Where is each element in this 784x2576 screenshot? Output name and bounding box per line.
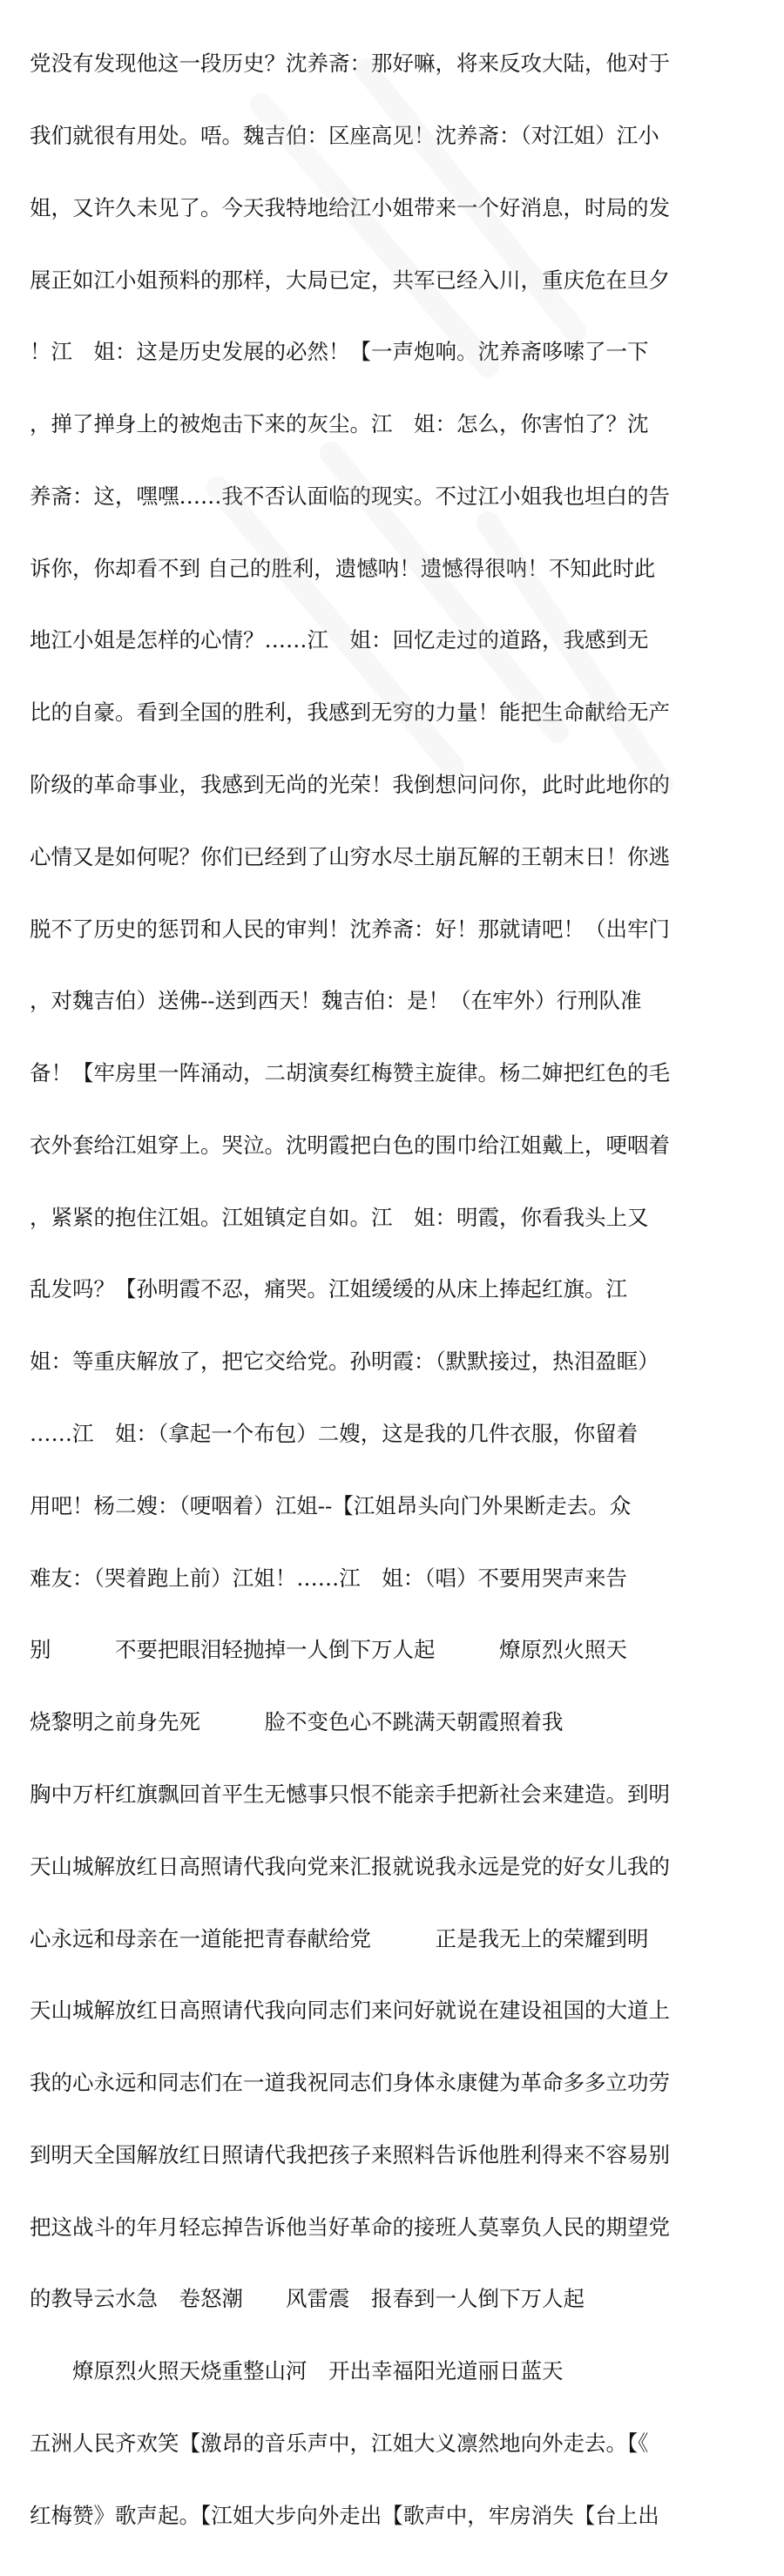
- text-line: 难友：（哭着跑上前）江姐！……江 姐：（唱）不要用哭声来告: [30, 1565, 627, 1591]
- text-line: 诉你，你却看不到 自己的胜利，遗憾呐！遗憾得很呐！不知此时此: [30, 555, 656, 581]
- text-line: 养斋：这，嘿嘿……我不否认面临的现实。不过江小姐我也坦白的告: [30, 483, 670, 509]
- text-line: 备！【牢房里一阵涌动，二胡演奏红梅赞主旋律。杨二婶把红色的毛: [30, 1060, 670, 1086]
- text-line: 用吧！杨二嫂：（哽咽着）江姐--【江姐昂头向门外果断走去。众: [30, 1492, 632, 1518]
- text-line: 到明天全国解放红日照请代我把孩子来照料告诉他胜利得来不容易别: [30, 2141, 670, 2167]
- text-line: 天山城解放红日高照请代我向党来汇报就说我永远是党的好女儿我的: [30, 1853, 670, 1879]
- text-line: 心永远和母亲在一道能把青春献给党 正是我无上的荣耀到明: [30, 1925, 649, 1951]
- text-line: ……江 姐：（拿起一个布包）二嫂，这是我的几件衣服，你留着: [30, 1421, 639, 1447]
- text-line: 比的自豪。看到全国的胜利，我感到无穷的力量！能把生命献给无产: [30, 700, 670, 726]
- text-line: 乱发吗？【孙明霞不忍，痛哭。江姐缓缓的从床上捧起红旗。江: [30, 1276, 627, 1302]
- text-line: 姐，又许久未见了。今天我特地给江小姐带来一个好消息，时局的发: [30, 194, 670, 220]
- text-line: 把这战斗的年月轻忘掉告诉他当好革命的接班人莫辜负人民的期望党: [30, 2214, 670, 2240]
- text-line: 燎原烈火照天烧重整山河 开出幸福阳光道丽日蓝天: [30, 2358, 564, 2384]
- script-text-body: [30, 3, 770, 2576]
- text-line: ！江 姐：这是历史发展的必然！【一声炮响。沈养斋哆嗦了一下: [30, 339, 649, 365]
- text-line: 别 不要把眼泪轻抛掉一人倒下万人起 燎原烈火照天: [30, 1637, 627, 1663]
- text-line: 地江小姐是怎样的心情？……江 姐：回忆走过的道路，我感到无: [30, 627, 649, 653]
- text-line: 脱不了历史的惩罚和人民的审判！沈养斋：好！那就请吧！（出牢门: [30, 916, 670, 942]
- text-line: 天山城解放红日高照请代我向同志们来问好就说在建设祖国的大道上: [30, 1998, 670, 2024]
- text-line: 烧黎明之前身先死 脸不变色心不跳满天朝霞照着我: [30, 1709, 564, 1735]
- text-line: ，紧紧的抱住江姐。江姐镇定自如。江 姐：明霞，你看我头上又: [30, 1204, 649, 1230]
- text-line: 我的心永远和同志们在一道我祝同志们身体永康健为革命多多立功劳: [30, 2070, 670, 2096]
- text-line: 五洲人民齐欢笑【激昂的音乐声中，江姐大义凛然地向外走去。【《: [30, 2430, 649, 2456]
- text-line: 胸中万杆红旗飘回首平生无憾事只恨不能亲手把新社会来建造。到明: [30, 1781, 670, 1807]
- text-line: 红梅赞》歌声起。【江姐大步向外走出【歌声中，牢房消失【台上出: [30, 2502, 659, 2528]
- text-line: 阶级的革命事业，我感到无尚的光荣！我倒想问问你，此时此地你的: [30, 772, 670, 797]
- text-line: ，掸了掸身上的被炮击下来的灰尘。江 姐：怎么，你害怕了？沈: [30, 411, 649, 437]
- text-line: 我们就很有用处。唔。魏吉伯：区座高见！沈养斋：（对江姐）江小: [30, 122, 659, 148]
- text-line: 心情又是如何呢？你们已经到了山穷水尽土崩瓦解的王朝末日！你逃: [30, 843, 670, 869]
- text-line: 的教导云水急 卷怒潮 风雷震 报春到一人倒下万人起: [30, 2286, 585, 2312]
- text-line: 党没有发现他这一段历史？沈养斋：那好嘛，将来反攻大陆，他对于: [30, 51, 670, 77]
- text-line: ，对魏吉伯）送佛--送到西天！魏吉伯：是！（在牢外）行刑队准: [30, 988, 642, 1014]
- text-line: 展正如江小姐预料的那样，大局已定，共军已经入川，重庆危在旦夕: [30, 267, 670, 293]
- text-line: 衣外套给江姐穿上。哭泣。沈明霞把白色的围巾给江姐戴上，哽咽着: [30, 1132, 670, 1158]
- text-line: 姐：等重庆解放了，把它交给党。孙明霞：（默默接过，热泪盈眶）: [30, 1349, 659, 1375]
